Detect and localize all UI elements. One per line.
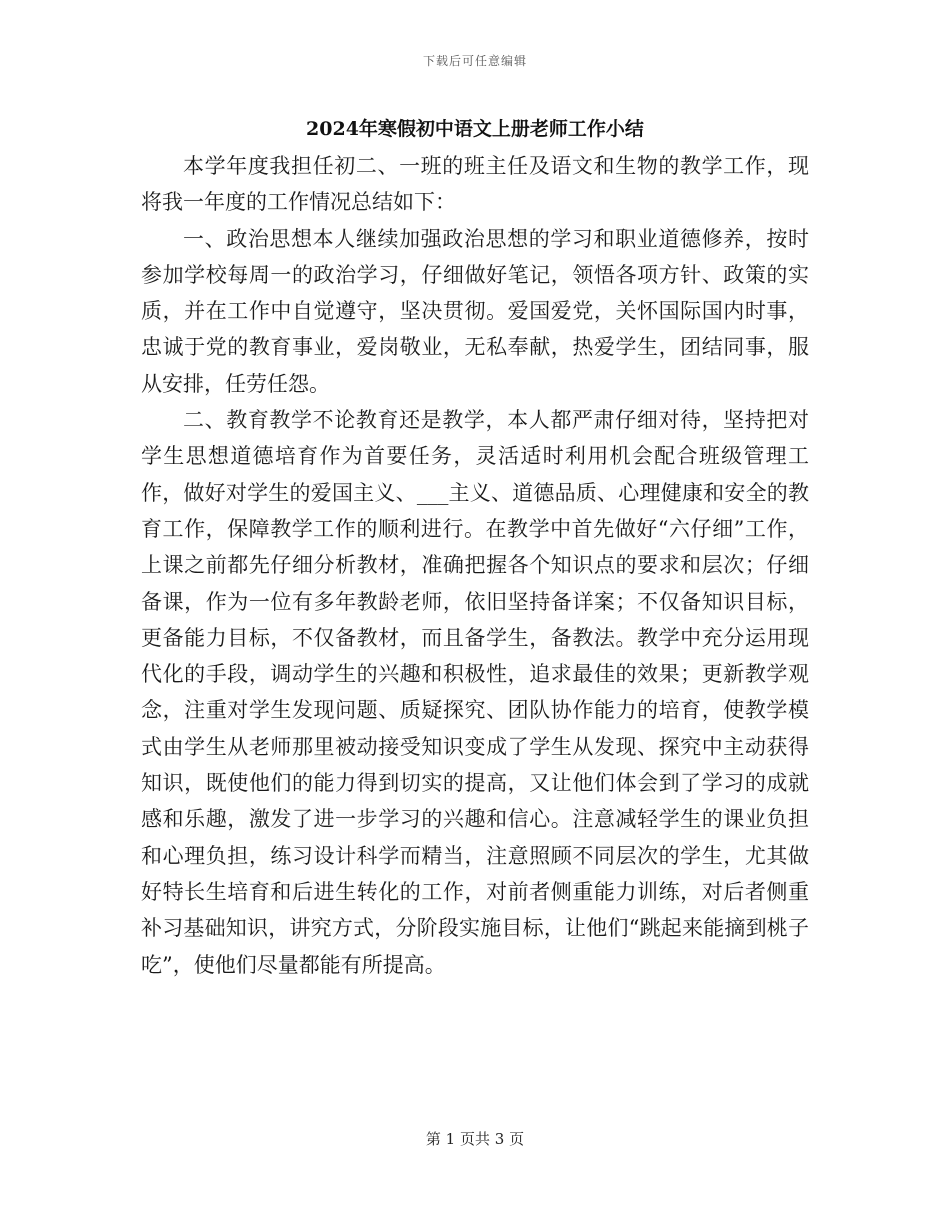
paragraph-intro: 本学年度我担任初二、一班的班主任及语文和生物的教学工作，现将我一年度的工作情况总结如下： [141, 154, 809, 215]
header-note: 下载后可任意编辑 [422, 54, 527, 68]
paragraph-education-teaching: 二、教育教学不论教育还是教学，本人都严肃仔细对待，坚持把对学生思想道德培育作为首要任务，灵活适时利用机会配合班级管理工作，做好对学生的爱国主义、___主义、道德品质、心理健康和安全的教育工作，保障教学工作的顺利进行。在教学中首先做好“六仔细”工作，上课之前都先仔细分析教材，准确把握各个知识点的要求和层次；仔细备课，作为一位有多年教龄老师，依旧坚持备详案；不仅备知识目标，更备能力目标，不仅备教材，而且备学生，备教法。教学中充分运用现代化的手段，调动学生的兴趣和积极性，追求最佳的效果；更新教学观念，注重对学生发现问题、质疑探究、团队协作能力的培育，使教学模式由学生从老师那里被动接受知识变成了学生从发现、探究中主动获得知识，既使他们的能力得到切实的提高，又让他们体会到了学习的成就感和乐趣，激发了进一步学习的兴趣和信心。注意减轻学生的课业负担和心理负担，练习设计科学而精当，注意照顾不同层次的学生，尤其做好特长生培育和后进生转化的工作，对前者侧重能力训练，对后者侧重补习基础知识，讲究方式，分阶段实施目标，让他们“跳起来能摘到桃子吃”，使他们尽量都能有所提高。 [141, 408, 809, 977]
document-body [141, 148, 809, 983]
document-title: 2024年寒假初中语文上册老师工作小结 [306, 118, 644, 140]
page-number: 第 1 页共 3 页 [425, 1130, 525, 1148]
paragraph-political-thought: 一、政治思想本人继续加强政治思想的学习和职业道德修养，按时参加学校每周一的政治学习，仔细做好笔记，领悟各项方针、政策的实质，并在工作中自觉遵守，坚决贯彻。爱国爱党，关怀国际国内时事，忠诚于党的教育事业，爱岗敬业，无私奉献，热爱学生，团结同事，服从安排，任劳任怨。 [141, 226, 809, 396]
